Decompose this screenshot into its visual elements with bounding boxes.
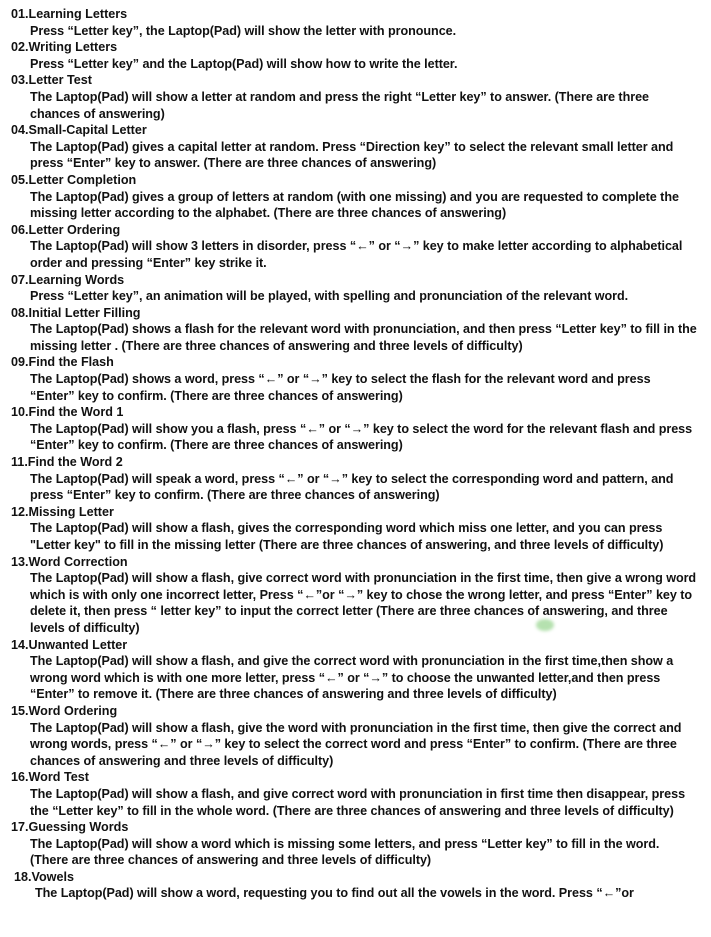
entry-08 [11, 305, 697, 355]
entry-body: Press “Letter key”, the Laptop(Pad) will show the letter with pronounce. [30, 23, 457, 38]
entry-15 [11, 703, 697, 769]
entry-13 [11, 554, 697, 637]
entry-10 [11, 404, 697, 454]
green-smudge-mark [536, 619, 554, 631]
entry-body: The Laptop(Pad) will show a word, requesting you to find out all the vowels in the word. Press “←”or [35, 886, 634, 901]
entry-17 [11, 819, 697, 869]
entry-body: The Laptop(Pad) will show 3 letters in disorder, press “←” or “→” key to make letter according to alphabetical order and pressing “Enter” key strike it. [30, 239, 683, 270]
entry-title: 03.Letter Test [11, 73, 92, 88]
entry-body: Press “Letter key” and the Laptop(Pad) will show how to write the letter. [30, 56, 458, 71]
entry-03 [11, 72, 697, 122]
entry-title: 01.Learning Letters [11, 7, 128, 21]
entry-body: The Laptop(Pad) will speak a word, press “←” or “→” key to select the corresponding word and pattern, and press “Enter” key to confirm. (There are three chances of answering) [30, 471, 674, 503]
entry-body: The Laptop(Pad) will show a letter at random and press the right “Letter key” to answer. (There are three chances of answering) [30, 89, 649, 121]
entry-body: The Laptop(Pad) shows a flash for the relevant word with pronunciation, and then press “Letter key” to fill in the missing letter . (There are three chances of answering and three levels of difficulty) [30, 322, 697, 353]
entry-body: The Laptop(Pad) will show a flash, and give the correct word with pronunciation in the first time,then show a wrong word which is with one more letter, press “←” or “→” to choose the unwanted letter,and then press “Enter” to remove it. (There are three chances of answering and three levels of difficulty) [30, 654, 674, 702]
entry-body: The Laptop(Pad) will show a word which is missing some letters, and press “Letter key” to fill in the word. (There are three chances of answering and three levels of difficulty) [30, 836, 660, 868]
entry-body: The Laptop(Pad) will show a flash, and give correct word with pronunciation in first time then disappear, press the “Letter key” to fill in the whole word. (There are three chances of answering and three levels of difficulty) [30, 786, 686, 818]
entry-12 [11, 504, 697, 554]
entry-title: 18.Vowels [14, 869, 74, 884]
entry-title: 06.Letter Ordering [11, 222, 121, 237]
entry-title: 07.Learning Words [11, 272, 125, 287]
entry-body: The Laptop(Pad) will show a flash, give the word with pronunciation in the first time, then give the correct and wrong words, press “←” or “→” key to select the correct word and press “Enter” to confirm. (There are three chances of answering and three levels of difficulty) [30, 720, 682, 768]
entry-body: Press “Letter key”, an animation will be played, with spelling and pronunciation of the relevant word. [30, 289, 629, 304]
entry-title: 16.Word Test [11, 770, 89, 785]
entry-01 [11, 6, 697, 39]
entry-title: 05.Letter Completion [11, 172, 137, 187]
entry-title: 10.Find the Word 1 [11, 405, 124, 420]
entry-title: 12.Missing Letter [11, 504, 114, 519]
entry-16 [11, 769, 697, 819]
entry-18 [11, 869, 697, 902]
entry-05 [11, 172, 697, 222]
entry-title: 13.Word Correction [11, 554, 128, 569]
entry-body: The Laptop(Pad) shows a word, press “←” or “→” key to select the flash for the relevant word and press “Enter” key to confirm. (There are three chances of answering) [30, 372, 651, 403]
entry-title: 15.Word Ordering [11, 703, 118, 718]
entry-02 [11, 39, 697, 72]
entry-04 [11, 122, 697, 172]
entry-title: 04.Small-Capital Letter [11, 123, 147, 138]
entry-title: 17.Guessing Words [11, 820, 129, 835]
entry-06 [11, 222, 697, 272]
entry-title: 02.Writing Letters [11, 40, 118, 55]
entry-body: The Laptop(Pad) will show you a flash, press “←” or “→” key to select the word for the relevant flash and press “Enter” key to confirm. (There are three chances of answering) [30, 421, 693, 453]
entry-title: 09.Find the Flash [11, 355, 114, 370]
entry-body: The Laptop(Pad) will show a flash, gives the corresponding word which miss one letter, and you can press "Letter key" to fill in the missing letter (There are three chances of answering, and three levels of difficulty) [30, 521, 664, 552]
entry-body: The Laptop(Pad) will show a flash, give correct word with pronunciation in the first time, then give a wrong word which is with only one incorrect letter, Press “←”or “→” key to chose the wrong letter, and press “Enter” key to delete it, then press “ letter key” to input the correct letter (There are three chances of answering, and three levels of difficulty) [30, 571, 697, 635]
entry-11 [11, 454, 697, 504]
entry-title: 14.Unwanted Letter [11, 637, 128, 652]
entry-07 [11, 272, 697, 305]
entry-14 [11, 637, 697, 703]
entry-09 [11, 354, 697, 404]
entry-body: The Laptop(Pad) gives a group of letters at random (with one missing) and you are requested to complete the missing letter according to the alphabet. (There are three chances of answering) [30, 189, 679, 221]
entry-title: 11.Find the Word 2 [11, 455, 123, 470]
entry-body: The Laptop(Pad) gives a capital letter at random. Press “Direction key” to select the relevant small letter and press “Enter” key to answer. (There are three chances of answering) [30, 139, 674, 171]
entry-title: 08.Initial Letter Filling [11, 305, 141, 320]
